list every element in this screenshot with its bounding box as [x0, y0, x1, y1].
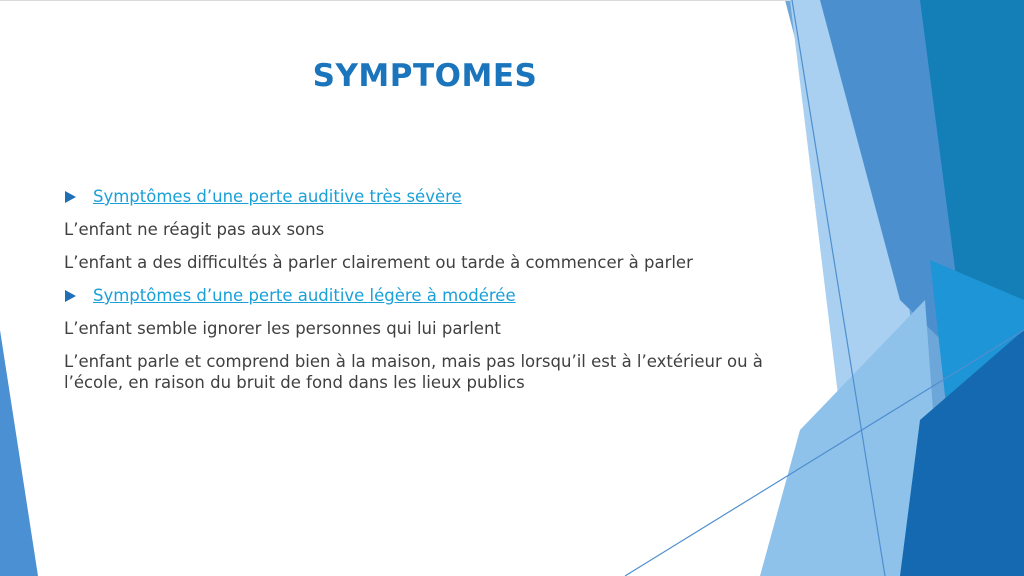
- severe-symptom-1: L’enfant ne réagit pas aux sons: [64, 220, 325, 239]
- mild-symptom-1: L’enfant semble ignorer les personnes qui lui parlent: [64, 319, 501, 338]
- link-mild-moderate-hearing-loss[interactable]: Symptômes d’une perte auditive légère à modérée: [93, 286, 516, 305]
- link-severe-hearing-loss[interactable]: Symptômes d’une perte auditive très sévère: [93, 187, 462, 206]
- bullet-heading-severe: [64, 186, 784, 207]
- severe-symptom-2: L’enfant a des difficultés à parler clairement ou tarde à commencer à parler: [64, 253, 693, 272]
- slide-content: [64, 186, 784, 405]
- triangle-bullet-icon: [65, 191, 76, 203]
- left-edge-shape: [0, 330, 38, 576]
- slide-title: SYMPTOMES: [312, 58, 538, 94]
- mild-symptom-2: L’enfant parle et comprend bien à la maison, mais pas lorsqu’il est à l’extérieur ou à l’école, en raison du bruit de fond dans les lieux publics: [64, 352, 763, 392]
- triangle-bullet-icon: [65, 290, 76, 302]
- bullet-heading-mild: [64, 285, 784, 306]
